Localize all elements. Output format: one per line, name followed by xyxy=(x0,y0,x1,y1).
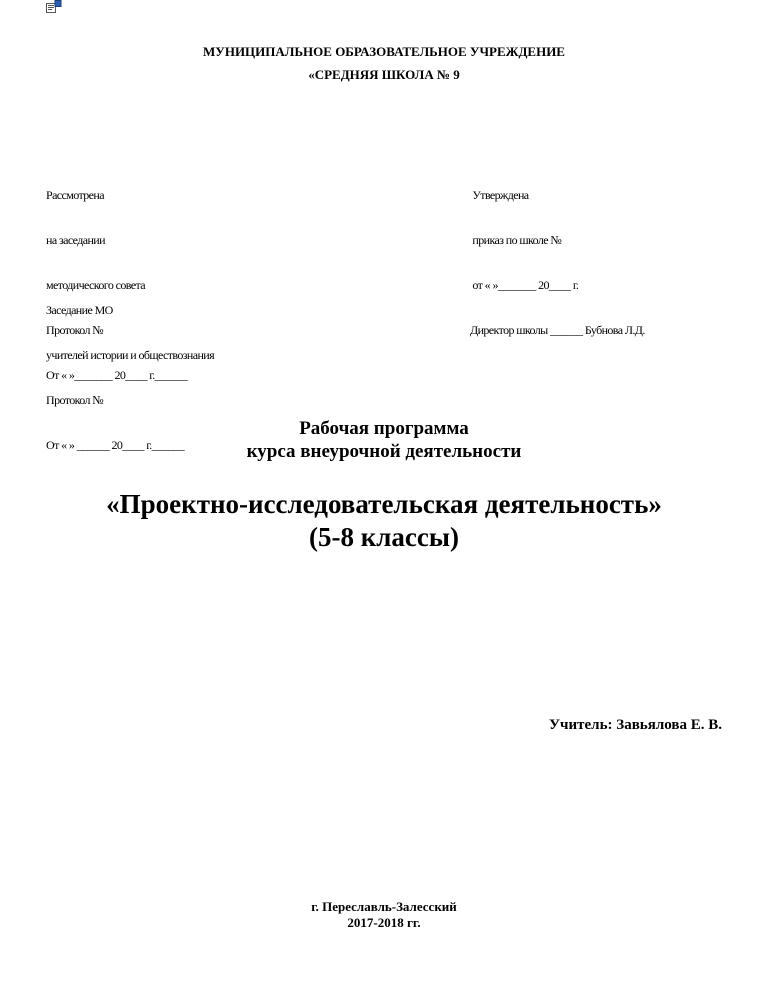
course-name: «Проектно-исследовательская деятельность» xyxy=(106,489,662,519)
approved-line: приказ по школе № xyxy=(470,233,562,247)
teacher-name: Учитель: Завьялова Е. В. xyxy=(549,717,722,733)
considered-line: Протокол № xyxy=(46,323,104,337)
approved-line: от « »_______ 20____ г. xyxy=(470,278,579,292)
document-corner-icon xyxy=(46,0,62,14)
approved-block xyxy=(470,158,645,353)
considered-line: Рассмотрена xyxy=(46,188,104,202)
mo-meeting-line: Протокол № xyxy=(46,393,104,407)
program-title: Рабочая программа xyxy=(299,418,469,439)
mo-meeting-line: Заседание МО xyxy=(46,303,113,317)
institution-type: МУНИЦИПАЛЬНОЕ ОБРАЗОВАТЕЛЬНОЕ УЧРЕЖДЕНИЕ xyxy=(203,44,565,59)
approved-line: Утверждена xyxy=(470,188,529,202)
approved-line: Директор школы ______ Бубнова Л.Д. xyxy=(470,323,645,337)
mo-meeting-line: От « » ______ 20____ г.______ xyxy=(46,438,185,452)
considered-line: методического совета xyxy=(46,278,145,292)
academic-year: 2017-2018 гг. xyxy=(347,915,421,930)
mo-meeting-line: учителей истории и обществознания xyxy=(46,348,215,362)
considered-line: От « »_______ 20____ г.______ xyxy=(46,368,188,382)
school-name: «СРЕДНЯЯ ШКОЛА № 9 xyxy=(308,67,460,82)
city: г. Переславль-Залесский xyxy=(311,899,457,914)
considered-line: на заседании xyxy=(46,233,105,247)
course-grades: (5-8 классы) xyxy=(309,522,459,552)
program-subtitle: курса внеурочной деятельности xyxy=(246,441,522,462)
